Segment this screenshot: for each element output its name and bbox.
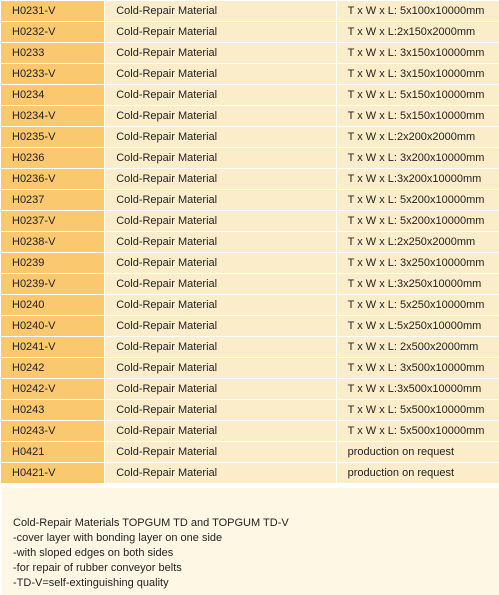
material-cell: Cold-Repair Material: [105, 43, 335, 63]
table-row: [1, 22, 499, 42]
dimensions-cell: T x W x L: 5x250x10000mm: [337, 295, 499, 315]
dimensions-cell: T x W x L: 3x250x10000mm: [337, 253, 499, 273]
material-cell: Cold-Repair Material: [105, 316, 335, 336]
material-cell: Cold-Repair Material: [105, 421, 335, 441]
notes-text: [13, 516, 289, 591]
dimensions-cell: T x W x L: 5x200x10000mm: [337, 190, 499, 210]
product-table-body: [1, 1, 499, 483]
product-code-cell: H0236-V: [1, 169, 104, 189]
notes-bullet: -for repair of rubber conveyor belts: [13, 562, 182, 574]
table-row: [1, 169, 499, 189]
table-row: [1, 442, 499, 462]
product-code-cell: H0239-V: [1, 274, 104, 294]
material-cell: Cold-Repair Material: [105, 379, 335, 399]
product-code-cell: H0243-V: [1, 421, 104, 441]
dimensions-cell: T x W x L:3x500x10000mm: [337, 379, 499, 399]
material-cell: Cold-Repair Material: [105, 358, 335, 378]
product-code-cell: H0238-V: [1, 232, 104, 252]
product-code-cell: H0233: [1, 43, 104, 63]
product-code-cell: H0234: [1, 85, 104, 105]
product-notes: [2, 488, 499, 595]
material-cell: Cold-Repair Material: [105, 148, 335, 168]
product-code-cell: H0237-V: [1, 211, 104, 231]
material-cell: Cold-Repair Material: [105, 106, 335, 126]
table-row: [1, 190, 499, 210]
dimensions-cell: T x W x L:5x250x10000mm: [337, 316, 499, 336]
material-cell: Cold-Repair Material: [105, 253, 335, 273]
dimensions-cell: T x W x L: 2x500x2000mm: [337, 337, 499, 357]
table-row: [1, 358, 499, 378]
material-cell: Cold-Repair Material: [105, 64, 335, 84]
material-cell: Cold-Repair Material: [105, 190, 335, 210]
table-row: [1, 421, 499, 441]
notes-bullet: -with sloped edges on both sides: [13, 547, 174, 559]
dimensions-cell: T x W x L:2x150x2000mm: [337, 22, 499, 42]
dimensions-cell: T x W x L: 3x500x10000mm: [337, 358, 499, 378]
table-row: [1, 463, 499, 483]
table-row: [1, 148, 499, 168]
material-cell: Cold-Repair Material: [105, 211, 335, 231]
product-code-cell: H0240-V: [1, 316, 104, 336]
product-code-cell: H0240: [1, 295, 104, 315]
material-cell: Cold-Repair Material: [105, 169, 335, 189]
material-cell: Cold-Repair Material: [105, 400, 335, 420]
table-row: [1, 64, 499, 84]
dimensions-cell: T x W x L:2x200x2000mm: [337, 127, 499, 147]
table-row: [1, 337, 499, 357]
material-cell: Cold-Repair Material: [105, 295, 335, 315]
dimensions-cell: T x W x L: 3x150x10000mm: [337, 64, 499, 84]
product-code-cell: H0421-V: [1, 463, 104, 483]
product-code-cell: H0239: [1, 253, 104, 273]
table-row: [1, 85, 499, 105]
table-row: [1, 232, 499, 252]
dimensions-cell: T x W x L: 5x200x10000mm: [337, 211, 499, 231]
table-row: [1, 274, 499, 294]
table-row: [1, 295, 499, 315]
material-cell: Cold-Repair Material: [105, 442, 335, 462]
dimensions-cell: T x W x L: 5x150x10000mm: [337, 106, 499, 126]
product-code-cell: H0241-V: [1, 337, 104, 357]
material-cell: Cold-Repair Material: [105, 127, 335, 147]
table-row: [1, 127, 499, 147]
dimensions-cell: T x W x L: 3x200x10000mm: [337, 148, 499, 168]
material-cell: Cold-Repair Material: [105, 85, 335, 105]
product-code-cell: H0243: [1, 400, 104, 420]
dimensions-cell: T x W x L:3x250x10000mm: [337, 274, 499, 294]
dimensions-cell: T x W x L: 5x500x10000mm: [337, 400, 499, 420]
notes-bullet: -TD-V=self-extinguishing quality: [13, 577, 169, 589]
table-row: [1, 106, 499, 126]
material-cell: Cold-Repair Material: [105, 274, 335, 294]
dimensions-cell: production on request: [337, 463, 499, 483]
product-code-cell: H0242: [1, 358, 104, 378]
table-row: [1, 1, 499, 21]
product-code-cell: H0235-V: [1, 127, 104, 147]
material-cell: Cold-Repair Material: [105, 232, 335, 252]
dimensions-cell: T x W x L: 5x100x10000mm: [337, 1, 499, 21]
product-code-cell: H0231-V: [1, 1, 104, 21]
dimensions-cell: T x W x L: 5x150x10000mm: [337, 85, 499, 105]
table-row: [1, 400, 499, 420]
product-code-cell: H0234-V: [1, 106, 104, 126]
product-code-cell: H0233-V: [1, 64, 104, 84]
table-row: [1, 316, 499, 336]
product-code-cell: H0237: [1, 190, 104, 210]
dimensions-cell: T x W x L: 3x150x10000mm: [337, 43, 499, 63]
material-cell: Cold-Repair Material: [105, 463, 335, 483]
table-row: [1, 211, 499, 231]
product-code-cell: H0236: [1, 148, 104, 168]
table-row: [1, 253, 499, 273]
dimensions-cell: production on request: [337, 442, 499, 462]
dimensions-cell: T x W x L: 5x500x10000mm: [337, 421, 499, 441]
product-code-cell: H0242-V: [1, 379, 104, 399]
table-row: [1, 379, 499, 399]
product-code-cell: H0421: [1, 442, 104, 462]
table-row: [1, 43, 499, 63]
material-cell: Cold-Repair Material: [105, 337, 335, 357]
dimensions-cell: T x W x L:3x200x10000mm: [337, 169, 499, 189]
material-cell: Cold-Repair Material: [105, 1, 335, 21]
notes-bullet: -cover layer with bonding layer on one side: [13, 532, 223, 544]
dimensions-cell: T x W x L:2x250x2000mm: [337, 232, 499, 252]
material-cell: Cold-Repair Material: [105, 22, 335, 42]
notes-heading: Cold-Repair Materials TOPGUM TD and TOPGUM TD-V: [13, 517, 289, 529]
product-code-cell: H0232-V: [1, 22, 104, 42]
